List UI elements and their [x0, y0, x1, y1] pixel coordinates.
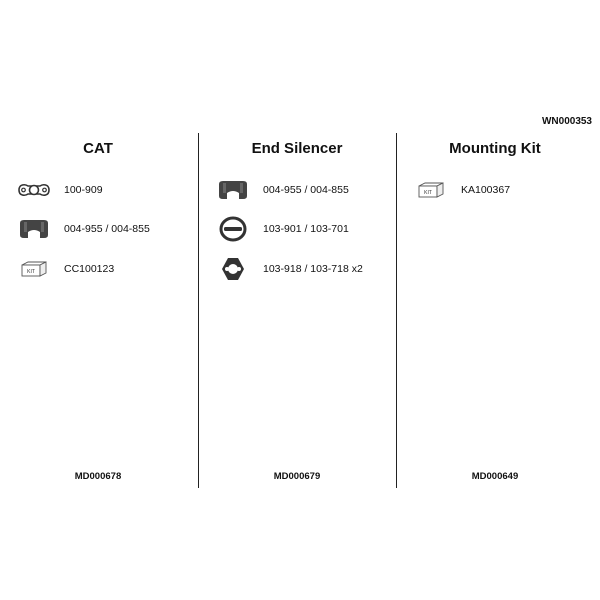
part-number: 103-918 / 103-718 x2	[263, 263, 363, 275]
svg-text:KIT: KIT	[424, 190, 432, 196]
reference-number: WN000353	[541, 116, 592, 127]
kit-box-icon	[16, 256, 52, 282]
list-item	[16, 256, 114, 282]
part-number: 004-955 / 004-855	[263, 184, 349, 196]
column-end-silencer	[198, 133, 395, 488]
column-title: Mounting Kit	[449, 140, 541, 157]
column-footer-code: MD000678	[74, 471, 122, 482]
part-number: KA100367	[461, 184, 511, 196]
part-number: CC100123	[64, 263, 115, 275]
column-cat	[0, 133, 196, 488]
list-item	[413, 177, 510, 203]
kit-box-icon	[413, 177, 449, 203]
column-footer-code: MD000649	[471, 471, 519, 482]
rubber-mount-icon	[215, 177, 251, 203]
hanger-icon	[215, 256, 251, 282]
svg-text:KIT: KIT	[27, 269, 35, 275]
column-footer-code: MD000679	[273, 471, 321, 482]
list-item	[16, 216, 150, 242]
gasket-icon	[16, 177, 52, 203]
list-item	[215, 256, 363, 282]
list-item	[215, 216, 349, 242]
part-number: 004-955 / 004-855	[64, 223, 150, 235]
part-number: 100-909	[64, 184, 103, 196]
list-item	[16, 177, 103, 203]
rubber-mount-icon	[16, 216, 52, 242]
column-title: End Silencer	[251, 140, 343, 157]
part-number: 103-901 / 103-701	[263, 223, 349, 235]
list-item	[215, 177, 349, 203]
column-mounting-kit	[396, 133, 593, 488]
column-title: CAT	[83, 140, 113, 157]
ring-mount-icon	[215, 216, 251, 242]
